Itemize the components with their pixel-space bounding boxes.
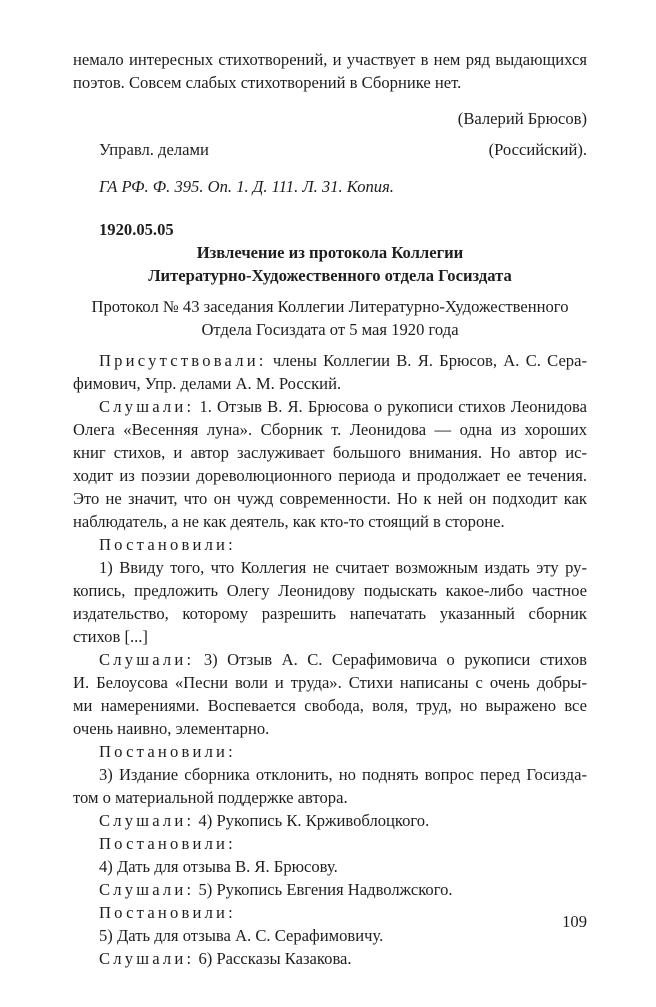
protocol-subtitle — [73, 295, 587, 341]
heard-3-text: 3) Отзыв А. С. Серафимовича о рукописи стихов — [203, 650, 588, 669]
present-line — [73, 349, 587, 372]
resolved-label-line — [73, 740, 587, 763]
resolved-label-line — [73, 832, 587, 855]
heard-6-line — [73, 947, 587, 970]
resolved-label: Постановили: — [99, 535, 236, 554]
resolved-4-text: 4) Дать для отзыва В. Я. Брюсову. — [99, 857, 338, 876]
archive-reference-text: ГА РФ. Ф. 395. Оп. 1. Д. 111. Л. 31. Копия. — [99, 177, 394, 196]
heard-3-line — [73, 648, 587, 671]
manager-signature-row — [99, 138, 587, 161]
resolved-label: Постановили: — [99, 742, 236, 761]
text-line: Олега «Весенняя луна». Сборник т. Леонидова — одна из хороших — [73, 420, 587, 439]
heard-label: Слушали: — [99, 949, 195, 968]
text-line: Это не значит, что он чужд современности. Но к ней он подходит как — [73, 489, 587, 508]
text-line: ми намерениями. Воспевается свобода, воля, труд, но выражено все — [73, 696, 587, 715]
text-line: наблюдатель, а не как деятель, как кто-то стоящий в стороне. — [73, 512, 505, 531]
text-line: копись, предложить Олегу Леонидову подыскать какое-либо частное — [73, 581, 587, 600]
text-line: фимович, Упр. делами А. М. Росский. — [73, 374, 342, 393]
text-line: 1) Ввиду того, что Коллегия не считает возможным издать эту ру- — [99, 558, 587, 577]
heard-label: Слушали: — [99, 811, 195, 830]
heard-label: Слушали: — [99, 397, 195, 416]
present-label: Присутствовали: — [99, 351, 267, 370]
subtitle-line: Протокол № 43 заседания Коллегии Литературно-Художественного — [91, 297, 569, 316]
manager-name: (Российский). — [488, 140, 587, 159]
date-heading — [99, 218, 613, 241]
date-heading-text: 1920.05.05 — [99, 220, 174, 239]
signature-text: (Валерий Брюсов) — [457, 109, 587, 128]
text-line: поэтов. Совсем слабых стихотворений в Сборнике нет. — [73, 73, 462, 92]
heard-label: Слушали: — [99, 650, 195, 669]
text-line: том о материальной поддержке автора. — [73, 788, 348, 807]
text-line: немало интересных стихотворений, и участвует в нем ряд выдающихся — [73, 50, 587, 69]
text-line: ходит из поэзии дореволюционного периода и продолжает ее течения. — [73, 466, 587, 485]
title-line: Литературно-Художественного отдела Госиздата — [148, 266, 512, 285]
heard-1-line — [73, 395, 587, 418]
text-line: И. Белоусова «Песни воли и труда». Стихи написаны с очень добры- — [73, 673, 587, 692]
resolved-label: Постановили: — [99, 834, 236, 853]
text-line: 3) Издание сборника отклонить, но поднять вопрос перед Госизда- — [99, 765, 587, 784]
protocol-body — [73, 349, 587, 970]
text-line: издательство, которому разрешить напечатать указанный сборник — [73, 604, 587, 623]
resolved-label-line — [73, 533, 587, 556]
signature-brusov — [73, 107, 587, 130]
document-title — [73, 241, 587, 287]
heard-6-text: 6) Рассказы Казакова. — [198, 949, 352, 968]
resolved-5-text: 5) Дать для отзыва А. С. Серафимовичу. — [99, 926, 384, 945]
heard-5-text: 5) Рукопись Евгения Надволжского. — [198, 880, 453, 899]
archive-reference — [99, 175, 587, 198]
page-number — [73, 910, 587, 933]
text-line: очень наивно, элементарно. — [73, 719, 270, 738]
heard-5-line — [73, 878, 587, 901]
subtitle-line: Отдела Госиздата от 5 мая 1920 года — [201, 320, 459, 339]
page-number-text: 109 — [562, 912, 587, 931]
top-paragraph — [73, 48, 587, 94]
heard-label: Слушали: — [99, 880, 195, 899]
resolved-label: Постановили: — [99, 903, 236, 922]
heard-1-text: 1. Отзыв В. Я. Брюсова о рукописи стихов Леонидова — [199, 397, 587, 416]
present-text: члены Коллегии В. Я. Брюсов, А. С. Сера- — [272, 351, 587, 370]
heard-4-text: 4) Рукопись К. Крживоблоцкого. — [198, 811, 430, 830]
title-line: Извлечение из протокола Коллегии — [196, 243, 464, 262]
heard-4-line — [73, 809, 587, 832]
text-line: книг стихов, и автор заслуживает большого внимания. Но автор ис- — [73, 443, 587, 462]
text-line: стихов [...] — [73, 627, 148, 646]
manager-label: Управл. делами — [99, 140, 209, 159]
